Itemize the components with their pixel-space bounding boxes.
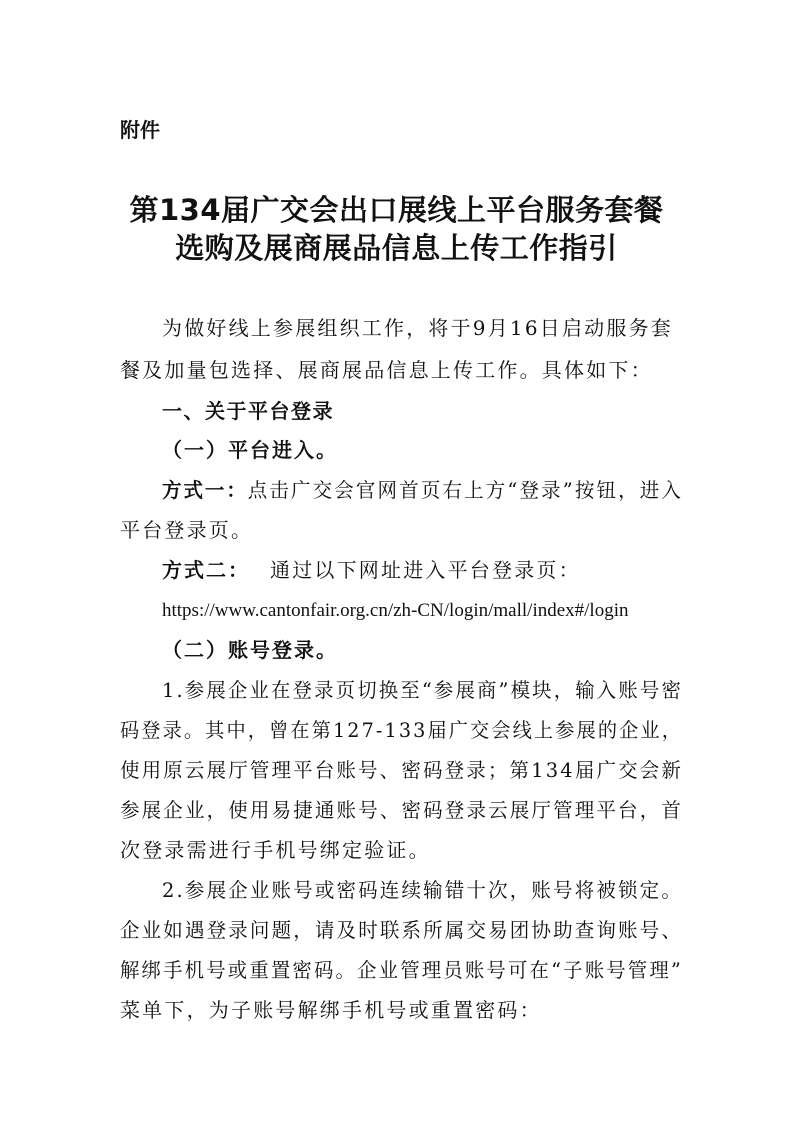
subsection-2-heading: （二）账号登录。	[162, 638, 338, 662]
login-paragraph-line-5: 次登录需进行手机号绑定验证。	[120, 838, 431, 862]
method-2-text: 通过以下网址进入平台登录页：	[270, 558, 581, 582]
lockout-paragraph-line-3: 解绑手机号或重置密码。企业管理员账号可在“子账号管理”	[120, 958, 683, 982]
section-1-heading: 一、关于平台登录	[162, 399, 334, 423]
login-paragraph-line-4: 参展企业，使用易捷通账号、密码登录云展厅管理平台，首	[120, 798, 684, 822]
lockout-paragraph-line-1: 2.参展企业账号或密码连续输错十次，账号将被锁定。	[162, 878, 684, 902]
document-title-line-1: 第134届广交会出口展线上平台服务套餐	[129, 193, 664, 227]
login-url: https://www.cantonfair.org.cn/zh-CN/login/mall/index#/login	[162, 600, 629, 621]
intro-paragraph-line-1: 为做好线上参展组织工作，将于9月16日启动服务套	[162, 316, 673, 340]
intro-paragraph-line-2: 餐及加量包选择、展商展品信息上传工作。具体如下：	[120, 358, 653, 382]
lockout-paragraph-line-4: 菜单下，为子账号解绑手机号或重置密码：	[120, 998, 542, 1022]
method-1-text: 点击广交会官网首页右上方“登录”按钮，进入	[247, 478, 684, 502]
method-2-line	[162, 560, 581, 580]
login-paragraph-line-2: 码登录。其中，曾在第127-133届广交会线上参展的企业，	[120, 718, 684, 742]
method-1-line	[162, 480, 683, 500]
lockout-paragraph-line-2: 企业如遇登录问题，请及时联系所属交易团协助查询账号、	[120, 918, 684, 942]
attachment-label: 附件	[120, 118, 160, 142]
method-2-label: 方式二：	[162, 558, 250, 582]
subsection-1-heading: （一）平台进入。	[162, 438, 338, 462]
login-paragraph-line-3: 使用原云展厅管理平台账号、密码登录；第134届广交会新	[120, 758, 684, 782]
login-paragraph-line-1: 1.参展企业在登录页切换至“参展商”模块，输入账号密	[162, 678, 684, 702]
method-1-continuation: 平台登录页。	[120, 518, 254, 542]
document-title-line-2: 选购及展商展品信息上传工作指引	[175, 231, 618, 265]
method-1-label: 方式一：	[162, 478, 248, 502]
